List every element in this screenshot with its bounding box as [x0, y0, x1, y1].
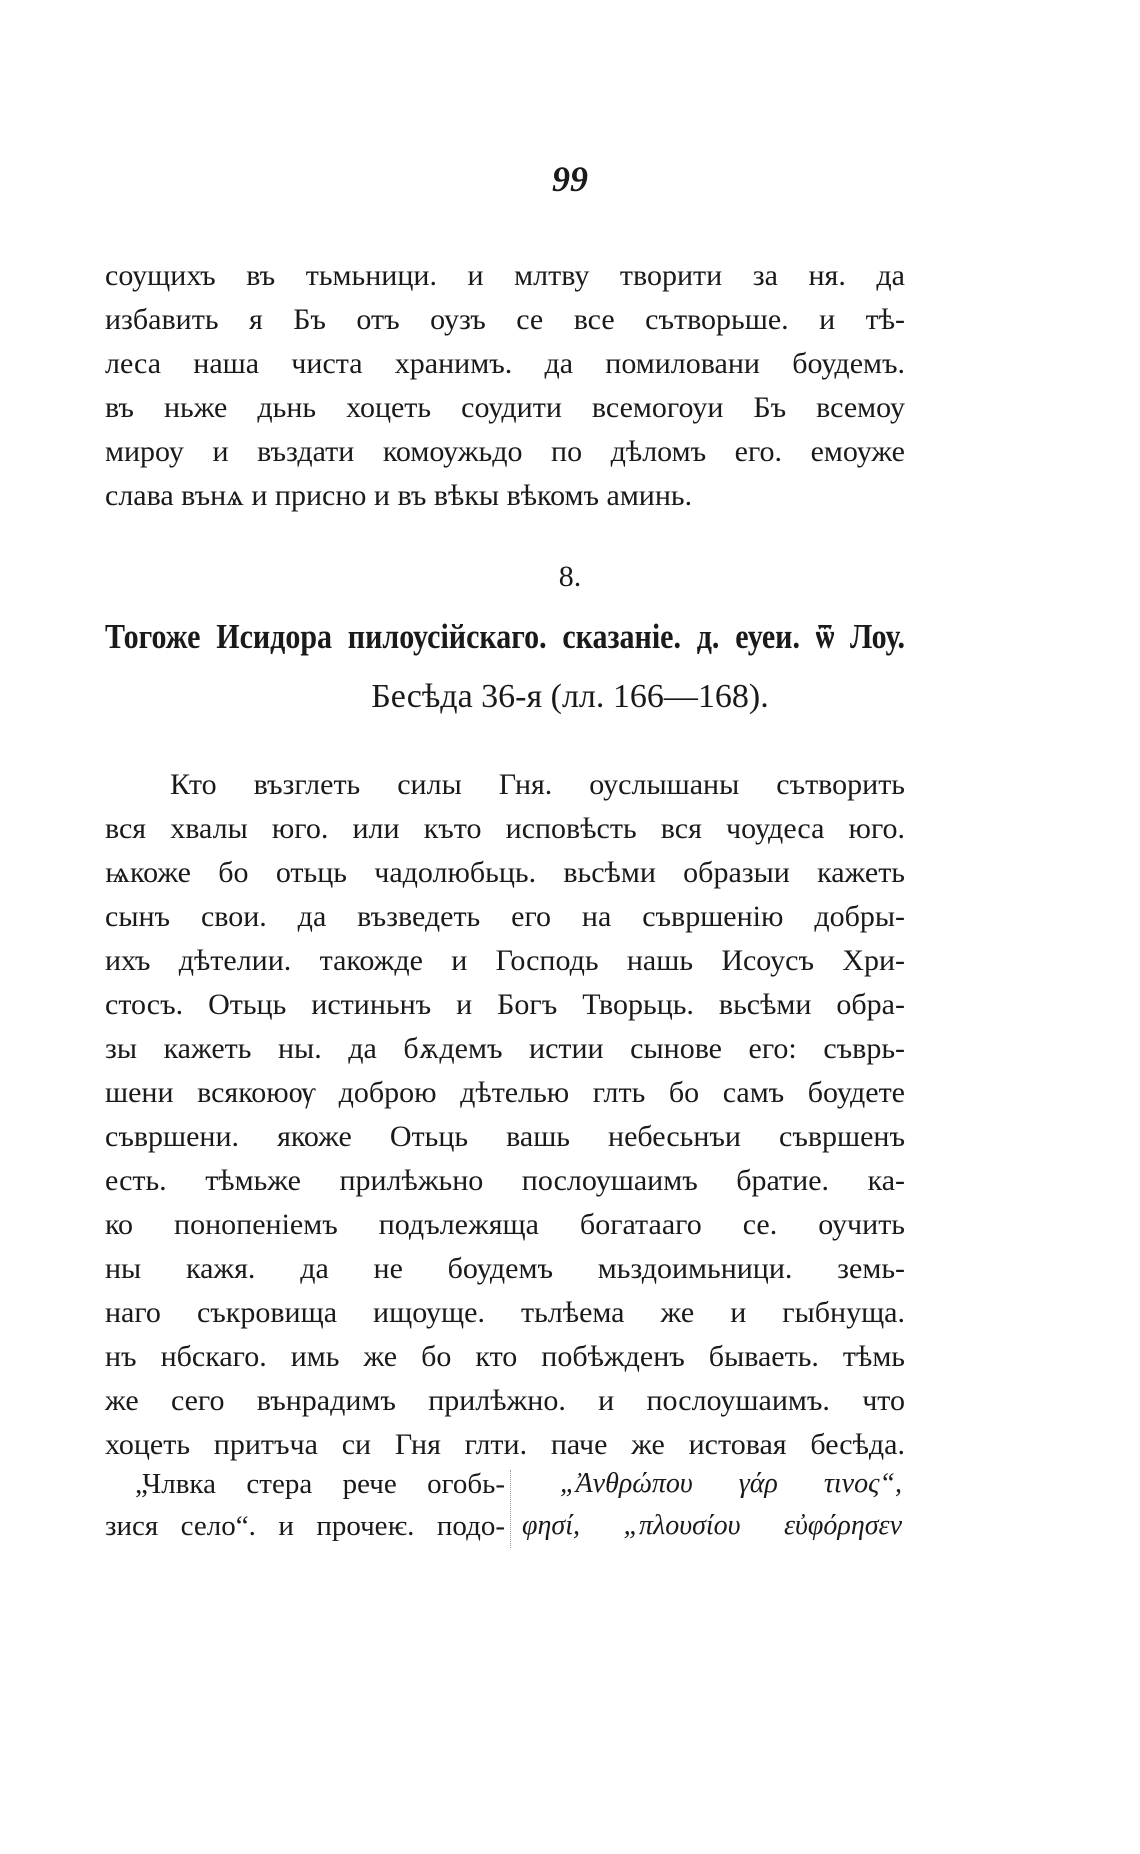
text-line: мироу и въздати комоужьдо по дѣломъ его. емоуже [105, 435, 905, 468]
text-line: „Ἀνθρώπου γάρ τινος“, [560, 1468, 902, 1499]
text-line: въ ньже дьнь хоцеть соудити всемогоуи Бъ всемоу [105, 391, 905, 424]
text-line: „Члвка стера рече огобь- [135, 1468, 505, 1500]
text-line: вся хвалы юго. или къто исповѣсть вся чоудеса юго. [105, 812, 905, 845]
continuation-paragraph [105, 254, 905, 518]
text-line: нъ нбскаго. имь же бо кто побѣжденъ бываеть. тѣмь [105, 1340, 905, 1373]
text-line: съвршени. якоже Отьць вашь небесьнъи съвршенъ [105, 1120, 905, 1153]
text-line: ихъ дѣтелии. такожде и Господь нашь Исоусъ Хри- [105, 944, 905, 977]
text-line: ко понопенiемъ подълежяща богатааго се. оучить [105, 1208, 905, 1241]
text-line: сынъ свои. да възведеть его на съвршенiю добры- [105, 900, 905, 933]
text-line: Кто възглеть силы Гня. оуслышаны сътворить [170, 768, 905, 801]
text-line: слава вънѧ и присно и въ вѣкы вѣкомъ аминь. [105, 479, 693, 512]
footnote-divider [510, 1470, 511, 1548]
text-line: наго съкровища ищоуще. тьлѣема же и гыбнуща. [105, 1296, 905, 1329]
text-line: φησί, „πλουσίου εὐφόρησεν [522, 1510, 902, 1541]
section-number: 8. [558, 560, 582, 593]
page-number: 99 [552, 159, 588, 199]
sermon-subtitle: Бесѣда 36-я (лл. 166—168). [371, 678, 769, 715]
text-line: хоцеть притъча си Гня глти. паче же истовая бесѣда. [105, 1428, 905, 1461]
text-line: избавить я Бъ отъ оузъ се все сътворьше. и тѣ- [105, 303, 905, 336]
text-line: ѩкоже бо отьць чадолюбьць. вьсѣми образыи кажеть [105, 856, 905, 889]
text-line: соущихъ въ тьмьници. и млтву творити за ня. да [105, 259, 905, 292]
text-line: стосъ. Отьць истиньнъ и Богъ Творьць. вьсѣми обра- [105, 988, 905, 1021]
text-line: шени всякоюѹ доброю дѣтелью глть бо самъ боудете [105, 1076, 905, 1109]
text-line: есть. тѣмьже прилѣжьно послоушаимъ братие. ка- [105, 1164, 905, 1197]
footnote-greek [522, 1463, 902, 1547]
sermon-text [105, 763, 905, 1467]
section-heading: Тогоже Исидора пилоусiйскаго. сказанiе. д. еуеи. ѿ Лоу. [105, 618, 905, 656]
text-line: зы кажеть ны. да бѫдемъ истии сынове его: съврь- [105, 1032, 905, 1065]
footnote-slavonic [105, 1463, 505, 1547]
text-line: зися село“. и прочеѥ. подо- [105, 1510, 505, 1542]
text-line: ны кажя. да не боудемъ мьздоимьници. земь- [105, 1252, 905, 1285]
text-line: же сего вънрадимъ прилѣжно. и послоушаимъ. что [105, 1384, 905, 1417]
text-line: леса наша чиста хранимъ. да помиловани боудемъ. [105, 347, 905, 380]
